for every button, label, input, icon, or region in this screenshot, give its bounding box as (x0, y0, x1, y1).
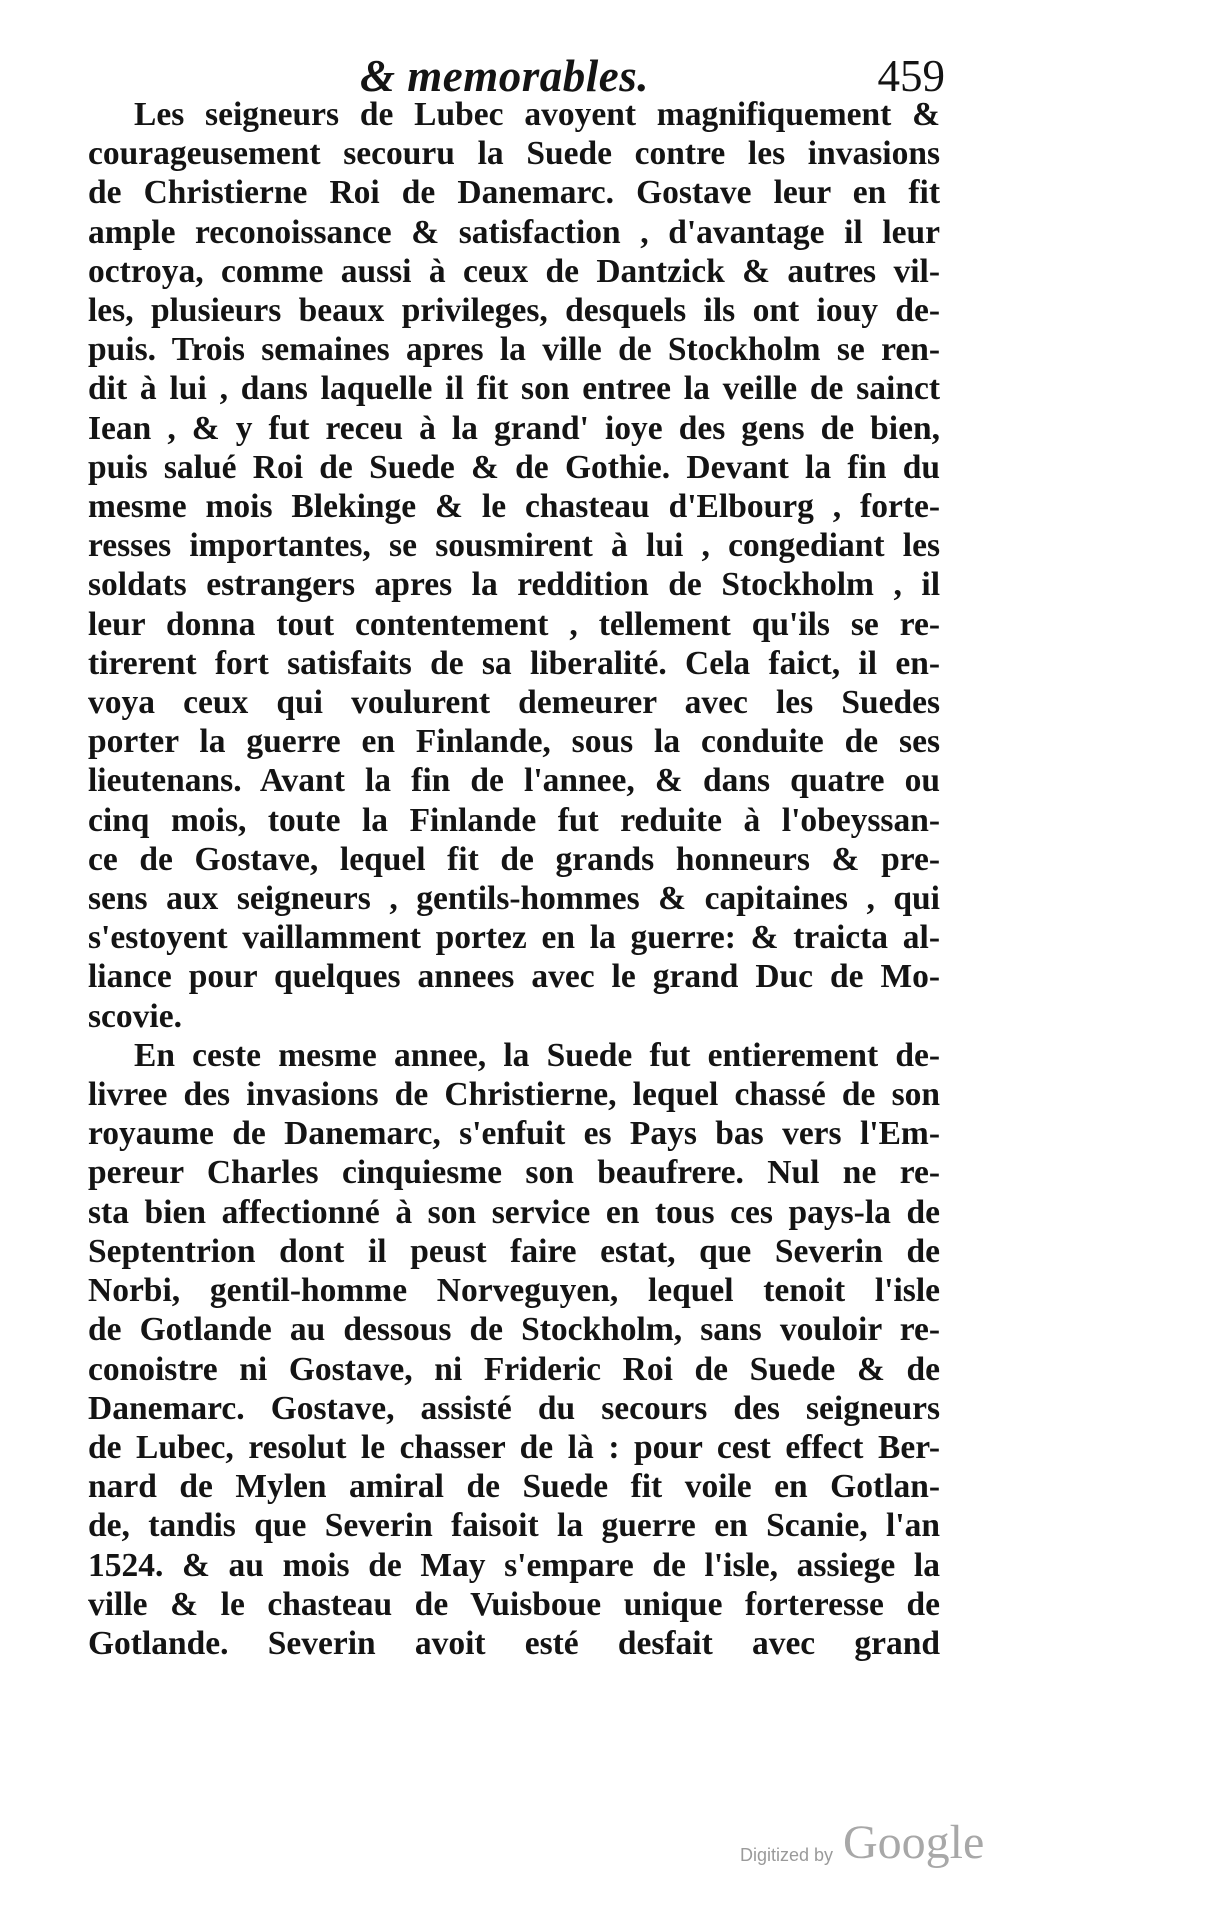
text-line: de Christierne Roi de Danemarc. Gostave leur en fit (88, 174, 940, 212)
text-line: 1524. & au mois de May s'empare de l'isle, assiege la (88, 1546, 940, 1584)
text-line: Les seigneurs de Lubec avoyent magnifiquement & (134, 96, 940, 133)
text-line: puis salué Roi de Suede & de Gothie. Devant la fin du (88, 448, 940, 486)
text-line: puis. Trois semaines apres la ville de Stockholm se ren- (88, 331, 940, 369)
text-line: Iean , & y fut receu à la grand' ioye des gens de bien, (88, 409, 940, 447)
text-line: de Lubec, resolut le chasser de là : pour cest effect Ber- (88, 1428, 940, 1466)
text-line: pereur Charles cinquiesme son beaufrere. Nul ne re- (88, 1154, 940, 1192)
text-line: scovie. (88, 997, 182, 1035)
text-line: sens aux seigneurs , gentils-hommes & capitaines , qui (88, 880, 940, 918)
text-line: courageusement secouru la Suede contre les invasions (88, 135, 940, 173)
text-line: les, plusieurs beaux privileges, desquels ils ont iouy de- (88, 292, 940, 330)
text-line: nard de Mylen amiral de Suede fit voile en Gotlan- (88, 1468, 940, 1506)
text-line: Norbi, gentil-homme Norveguyen, lequel tenoit l'isle (88, 1272, 940, 1310)
text-line: dit à lui , dans laquelle il fit son entree la veille de sainct (88, 370, 940, 408)
text-line: de, tandis que Severin faisoit la guerre en Scanie, l'an (88, 1507, 940, 1545)
text-line: sta bien affectionné à son service en tous ces pays-la de (88, 1193, 940, 1231)
text-line: soldats estrangers apres la reddition de Stockholm , il (88, 566, 940, 604)
text-line: tirerent fort satisfaits de sa liberalité. Cela faict, il en- (88, 644, 940, 682)
running-title: & memorables. (360, 51, 649, 101)
text-line: cinq mois, toute la Finlande fut reduite à l'obeyssan- (88, 801, 940, 839)
text-line: ville & le chasteau de Vuisboue unique forteresse de (88, 1585, 940, 1623)
body-text (88, 95, 940, 1663)
text-line: octroya, comme aussi à ceux de Dantzick & autres vil- (88, 252, 940, 290)
paragraph-2 (88, 1036, 940, 1663)
text-line: porter la guerre en Finlande, sous la conduite de ses (88, 723, 940, 761)
text-line: ce de Gostave, lequel fit de grands honneurs & pre- (88, 840, 940, 878)
text-line: ample reconoissance & satisfaction , d'avantage il leur (88, 213, 940, 251)
text-line: leur donna tout contentement , tellement qu'ils se re- (88, 605, 940, 643)
paragraph-1 (88, 95, 940, 1036)
text-line: voya ceux qui voulurent demeurer avec les Suedes (88, 684, 940, 722)
google-logo: Google (843, 1816, 985, 1869)
text-line: Gotlande. Severin avoit esté desfait avec grand (88, 1624, 940, 1662)
text-line: conoistre ni Gostave, ni Frideric Roi de Suede & de (88, 1350, 940, 1388)
text-line: lieutenans. Avant la fin de l'annee, & dans quatre ou (88, 762, 940, 800)
text-line: s'estoyent vaillamment portez en la guerre: & traicta al- (88, 919, 940, 957)
text-line: Septentrion dont il peust faire estat, que Severin de (88, 1232, 940, 1270)
text-line: Danemarc. Gostave, assisté du secours des seigneurs (88, 1389, 940, 1427)
page-number: 459 (877, 51, 945, 101)
text-line: royaume de Danemarc, s'enfuit es Pays bas vers l'Em- (88, 1115, 940, 1153)
text-line: En ceste mesme annee, la Suede fut entierement de- (134, 1036, 940, 1074)
text-line: resses importantes, se sousmirent à lui , congediant les (88, 527, 940, 565)
text-line: mesme mois Blekinge & le chasteau d'Elbourg , forte- (88, 488, 940, 526)
text-line: livree des invasions de Christierne, lequel chassé de son (88, 1076, 940, 1114)
text-line: liance pour quelques annees avec le grand Duc de Mo- (88, 958, 940, 996)
text-line: de Gotlande au dessous de Stockholm, sans vouloir re- (88, 1311, 940, 1349)
digitized-label: Digitized by (740, 1845, 834, 1865)
